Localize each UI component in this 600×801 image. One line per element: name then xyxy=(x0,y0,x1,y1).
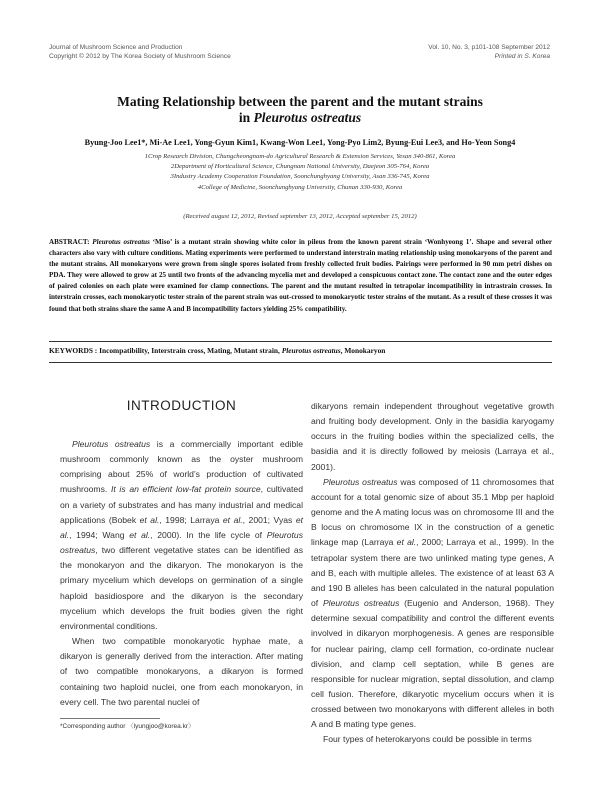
intro-paragraph-4: Pleurotus ostreatus was composed of 11 chromosomes that account for a total genomic size of about 35.1 Mbp per haploid genome and the A mating locus was on chromosome III and the B locus on chromosome IX in the construction of a genetic linkage map (Larraya et al., 2000; Larraya et al., 1999). In the tetrapolar system there are two unlinked mating type genes, A and B, each with multiple alleles. The existence of at least 63 A and 190 B alleles has been calculated in the natural population of Pleurotus ostreatus (Eugenio and Anderson, 1968). They determine sexual compatibility and control the different events involved in dikaryon morphogenesis. A genes are responsible for nuclear pairing, clamp cell formation, co-ordinate nuclear division, and clamp cell septation, while B genes are responsible for nuclear migration, septal dissolution, and clamp cell fusion. Therefore, dikaryotic mycelium occurs when it is crossed between two monokaryons with different alleles in both A and B mating type genes. xyxy=(311,476,555,730)
affiliations xyxy=(40,152,560,193)
keywords-text: Incompatibility, Interstrain cross, Mating, Mutant strain, xyxy=(97,346,282,355)
title-line-2: in Pleurotus ostreatus xyxy=(238,110,362,125)
affiliation-3: 3Industry Academy Cooperation Foundation, Soonchunghyang University, Asan 336-745, Korea xyxy=(170,173,430,181)
left-column xyxy=(60,399,303,731)
intro-paragraph-3: dikaryons remain independent throughout vegetative growth and fruiting body development. Only in the basidia karyogamy occurs in the fruiting bodies within the specialized cells, the basidia and it is directly followed by meiosis (Larraya et al., 2001). xyxy=(311,401,554,472)
affiliation-1: 1Crop Research Division, Chungcheongnam-do Agricultural Research & Extension Services, Yesan 340-861, Korea xyxy=(144,153,456,160)
abstract-species: Pleurotus ostreatus xyxy=(92,238,150,246)
keywords-label: KEYWORDS : xyxy=(49,346,98,355)
abstract xyxy=(49,237,552,315)
author-list: Byung-Joo Lee1*, Mi-Ae Lee1, Yong-Gyun Kim1, Kwang-Won Lee1, Yong-Pyo Lim2, Byung-Eui Lee3, and Ho-Yeon Song4 xyxy=(84,138,516,147)
keywords xyxy=(49,346,552,355)
volume-line: Vol. 10, No. 3, p101-108 September 2012 xyxy=(428,44,550,51)
abstract-label: ABSTRACT: xyxy=(49,238,90,246)
issue-header xyxy=(428,44,550,61)
affiliation-4: 4College of Medicine, Soonchunghyang University, Chunan 330-930, Korea xyxy=(197,183,403,191)
divider-top xyxy=(49,341,552,342)
footnote-separator xyxy=(60,718,160,719)
section-heading: INTRODUCTION xyxy=(126,398,237,413)
keywords-species: Pleurotus ostreatus xyxy=(281,346,341,355)
received-dates: (Received august 12, 2012, Revised september 13, 2012, Accepted september 15, 2012) xyxy=(183,213,417,220)
intro-paragraph-5: Four types of heterokaryons could be possible in terms xyxy=(323,734,532,745)
divider-bottom xyxy=(49,362,552,363)
corresponding-author-footnote: *Corresponding author 〈lyungjoo@korea.kr〉 xyxy=(60,722,195,730)
intro-paragraph-2: When two compatible monokaryotic hyphae mate, a dikaryon is generally derived from the interaction. After mating of two compatible monokaryons, a dikaryon is formed containing two haploid nuclei, one from each monokaryon, in every cell. The two parental nuclei of xyxy=(60,636,303,707)
paper-title xyxy=(40,94,560,126)
abstract-body: ‘Miso’ is a mutant strain showing white color in pileus from the known parent strain ‘Wonhyeong 1’. Shape and several other characters also vary with culture conditions. Mating experiments were performed to understand interstrain mating relationship using monokaryons of the parent and the mutant strains. All monokaryons were grown from single spores isolated from freshly collected fruit bodies. Pairings were performed in 90 mm petri dishes on PDA. They were allowed to grow at 25 until two fronts of the advancing mycelia met and developed a conspicuous contact zone. The contact zone and the outer edges of paired colonies on each plate were examined for clamp connections. The parent and the mutant resulted in tetrapolar incompatibility in intrastrain crosses. In interstrain crosses, each monokaryotic tester strain of the parent strain was out-crossed to monokaryotic tester strains of the mutant. As a result of these crosses it was found that both strains share the same A and B incompatibility factors yielding 25% compatibility. xyxy=(49,238,552,313)
keywords-tail: , Monokaryon xyxy=(340,346,386,355)
copyright-line: Copyright © 2012 by The Korea Society of Mushroom Science xyxy=(49,52,231,60)
journal-name: Journal of Mushroom Science and Production xyxy=(49,44,183,51)
intro-paragraph-1: Pleurotus ostreatus is a commercially important edible mushroom commonly known as the oyster mushroom comprising about 25% of world’s production of cultivated mushrooms. It is an efficient low-fat protein source, cultivated on a variety of substrates and has many industrial and medical applications (Bobek et al., 1998; Larraya et al., 2001; Vyas et al., 1994; Wang et al., 2000). In the life cycle of Pleurotus ostreatus, two different vegetative states can be identified as the monokaryon and the dikaryon. The monokaryon is the primary mycelium which develops on germination of a single haploid basidiospore and the dikaryon is the secondary mycelium which develops the fruit bodies given the right environmental conditions. xyxy=(60,439,304,631)
title-line-1: Mating Relationship between the parent and the mutant strains xyxy=(117,94,483,109)
journal-header xyxy=(49,44,231,61)
affiliation-2: 2Department of Horticultural Science, Chungnam National University, Daejeon 305-764, Korea xyxy=(170,163,430,171)
right-column xyxy=(311,399,554,748)
printed-line: Printed in S. Korea xyxy=(494,52,550,60)
